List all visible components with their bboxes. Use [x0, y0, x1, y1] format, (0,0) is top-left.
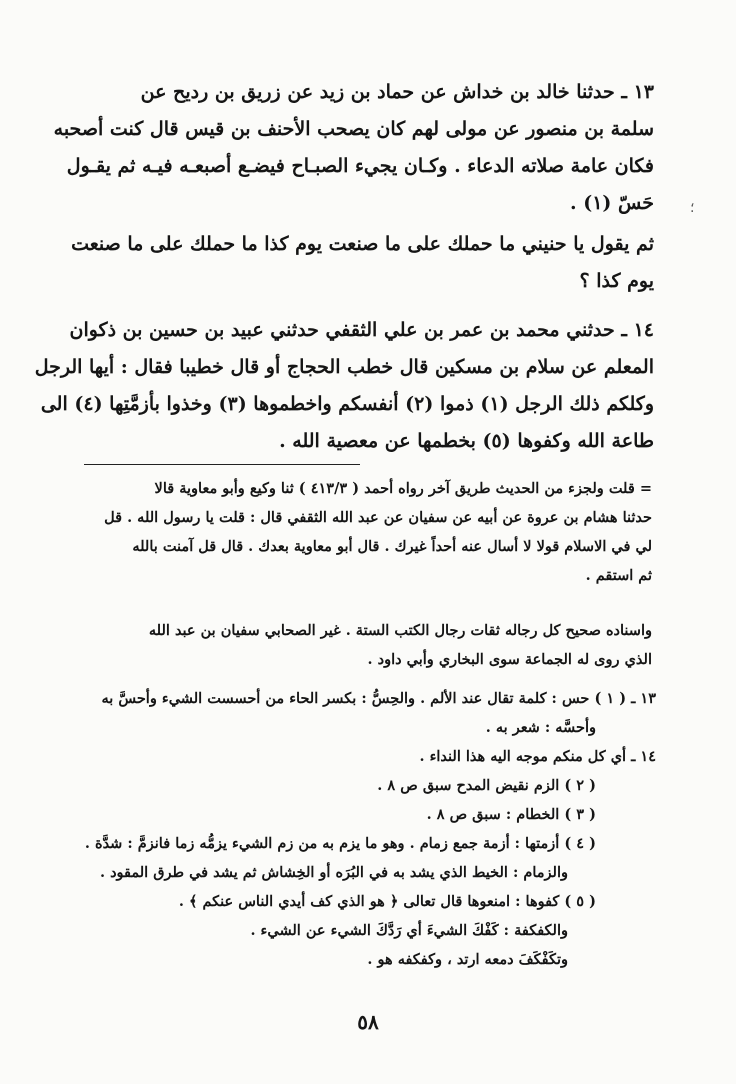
footnote-line: وتكَفْكَفَ دمعه ارتد ، وكفكفه هو . — [367, 951, 568, 968]
footnote-line: حدثنا هشام بن عروة عن أبيه عن سفيان عن عبد الله الثقفي قال : قلت يا رسول الله . قل — [104, 509, 652, 526]
text-line: فكان عامة صلاته الدعاء . وكـان يجيء الصبـاح فيضـع أصبعـه فيـه ثم يقـول — [66, 155, 654, 177]
footnote-line: = قلت ولجزء من الحديث طريق آخر رواه أحمد ( ٤١٣/٣ ) ثنا وكيع وأبو معاوية قالا — [154, 480, 652, 497]
text-line: يوم كذا ؟ — [579, 270, 654, 292]
footnote-continuation — [82, 474, 652, 590]
footnote-line: والزمام : الخيط الذي يشد به في البُرَه أو الخِشاش ثم يشد في طرق المقود . — [100, 864, 568, 881]
footnote-isnad-grading — [82, 616, 652, 674]
page-number: ٥٨ — [357, 1010, 379, 1034]
footnote-separator — [84, 464, 360, 465]
footnote-line: ( ٤ ) أزمتها : أزمة جمع زمام . وهو ما يزم به من زم الشيء يزمُّه زما فانزمَّ : شدَّة . — [84, 835, 596, 852]
text-line: حَسّ (١) . — [569, 192, 654, 214]
footnote-line: ١٣ ـ ( ١ ) حس : كلمة تقال عند الألم . والحِسُّ : بكسر الحاء من أحسست الشيء وأحسَّ به — [101, 690, 656, 707]
hadith-14-text — [34, 312, 654, 460]
footnote-line: ثم استقم . — [585, 567, 652, 584]
footnote-line: ١٤ ـ أي كل منكم موجه اليه هذا النداء . — [419, 748, 656, 765]
text-line: ١٣ ـ حدثنا خالد بن خداش عن حماد بن زيد عن زريق بن رديح عن — [140, 81, 654, 103]
hadith-13-text — [53, 74, 654, 222]
footnote-line: الذي روى له الجماعة سوى البخاري وأبي داود . — [367, 651, 652, 668]
footnote-line: ( ٢ ) الزم نقيض المدح سبق ص ٨ . — [377, 777, 596, 794]
text-line: ١٤ ـ حدثني محمد بن عمر بن علي الثقفي حدثني عبيد بن حسين بن ذكوان — [69, 319, 654, 341]
hadith-13-continuation — [71, 226, 654, 300]
text-line: سلمة بن منصور عن مولى لهم كان يصحب الأحنف بن قيس قال كنت أصحبه — [53, 118, 654, 140]
margin-mark: ؛ — [690, 200, 695, 216]
text-line: طاعة الله وكفوها (٥) بخطمها عن معصية الله . — [279, 430, 654, 452]
footnotes-list — [80, 684, 656, 974]
text-line: المعلم عن سلام بن مسكين قال خطب الحجاج أو قال خطيبا فقال : أيها الرجل — [34, 356, 654, 378]
footnote-line: وأحسَّه : شعر به . — [485, 719, 596, 736]
footnote-line: واسناده صحيح كل رجاله ثقات رجال الكتب الستة . غير الصحابي سفيان بن عبد الله — [148, 622, 652, 639]
footnote-line: ( ٣ ) الخطام : سبق ص ٨ . — [426, 806, 596, 823]
footnote-line: ( ٥ ) كفوها : امنعوها قال تعالى ﴿ هو الذي كف أيدي الناس عنكم ﴾ . — [178, 893, 596, 910]
text-line: ثم يقول يا حنيني ما حملك على ما صنعت يوم كذا ما حملك على ما صنعت — [71, 233, 654, 255]
text-line: وكلكم ذلك الرجل (١) ذموا (٢) أنفسكم واخطموها (٣) وخذوا بأزمَّتِها (٤) الى — [40, 393, 654, 415]
footnote-line: والكفكفة : كَفْكَ الشيءَ أي رَدَّكَ الشيء عن الشيء . — [250, 922, 568, 939]
footnote-line: لي في الاسلام قولا لا أسال عنه أحداً غيرك . قال أبو معاوية بعدك . قال قل آمنت بالله — [132, 538, 652, 555]
